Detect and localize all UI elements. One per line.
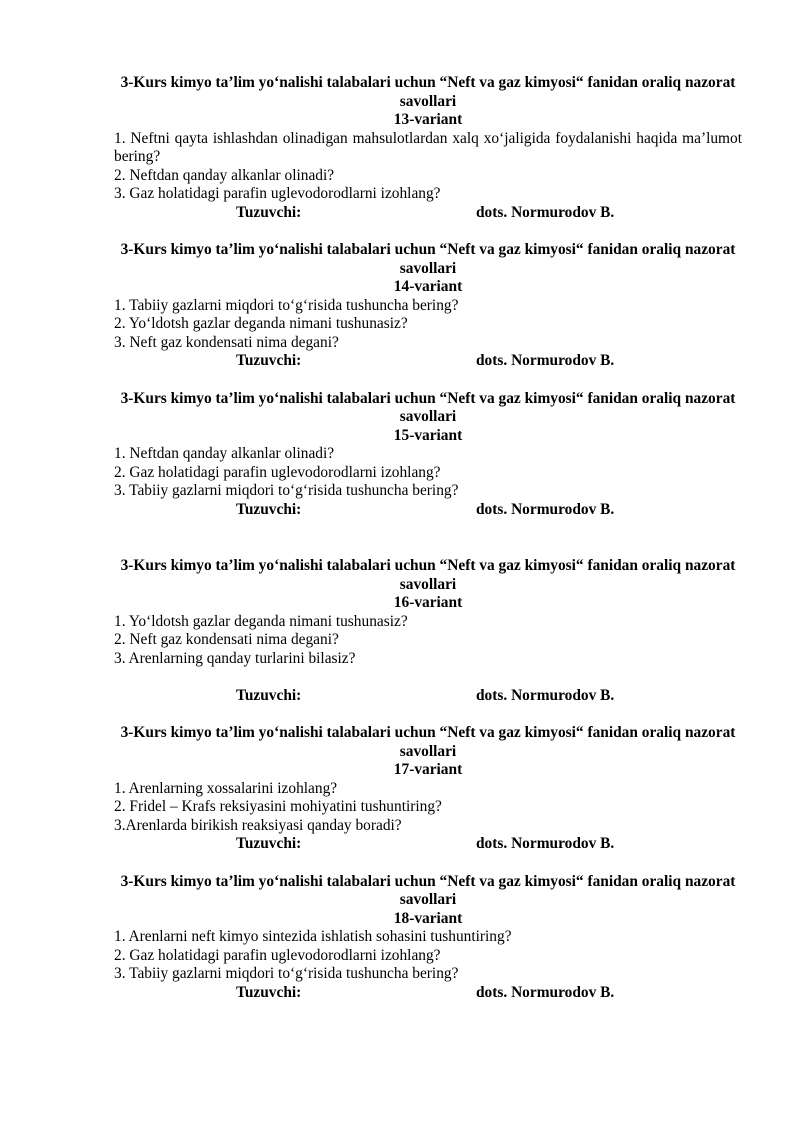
signature-label: Tuzuvchi: bbox=[236, 983, 302, 1001]
variant-block-18 bbox=[114, 873, 742, 1003]
question-item: 1. Arenlarni neft kimyo sintezida ishlatish sohasini tushuntiring? bbox=[114, 928, 512, 945]
question-item: 1. Neftdan qanday alkanlar olinadi? bbox=[114, 445, 335, 462]
question-item: 2. Gaz holatidagi parafin uglevodorodlarni izohlang? bbox=[114, 946, 441, 964]
variant-number: 17-variant bbox=[393, 761, 463, 778]
signature-name: dots. Normurodov B. bbox=[476, 500, 615, 518]
variant-block-15 bbox=[114, 390, 742, 520]
variant-number: 15-variant bbox=[393, 426, 463, 444]
signature-line bbox=[114, 501, 742, 520]
question-item: 3. Neft gaz kondensati nima degani? bbox=[114, 333, 339, 351]
signature-line bbox=[114, 687, 742, 706]
variant-number: 14-variant bbox=[393, 278, 463, 295]
block-title: 3-Kurs kimyo ta’lim yo‘nalishi talabalari uchun “Neft va gaz kimyosi“ fanidan oraliq nazorat savollari bbox=[120, 557, 736, 593]
block-title: 3-Kurs kimyo ta’lim yo‘nalishi talabalari uchun “Neft va gaz kimyosi“ fanidan oraliq nazorat savollari bbox=[120, 724, 736, 760]
question-item: 1. Yo‘ldotsh gazlar deganda nimani tushunasiz? bbox=[114, 612, 408, 630]
question-item: 2. Neft gaz kondensati nima degani? bbox=[114, 631, 339, 648]
question-item: 3. Tabiiy gazlarni miqdori to‘g‘risida tushuncha bering? bbox=[114, 965, 459, 982]
question-item: 1. Neftni qayta ishlashdan olinadigan mahsulotlardan xalq xo‘jaligida foydalanishi haqida ma’lumot bering? bbox=[114, 129, 742, 165]
signature-label: Tuzuvchi: bbox=[236, 203, 302, 221]
variant-block-13 bbox=[114, 74, 742, 222]
question-item: 3. Tabiiy gazlarni miqdori to‘g‘risida tushuncha bering? bbox=[114, 482, 459, 499]
document-page bbox=[114, 74, 742, 1002]
signature-line bbox=[114, 984, 742, 1003]
signature-line bbox=[114, 204, 742, 223]
question-item: 3. Arenlarning qanday turlarini bilasiz? bbox=[114, 649, 356, 667]
variant-number: 13-variant bbox=[393, 111, 463, 128]
signature-name: dots. Normurodov B. bbox=[476, 352, 615, 369]
signature-name: dots. Normurodov B. bbox=[476, 983, 615, 1001]
question-item: 3. Gaz holatidagi parafin uglevodorodlarni izohlang? bbox=[114, 185, 441, 202]
signature-label: Tuzuvchi: bbox=[236, 835, 302, 852]
block-title: 3-Kurs kimyo ta’lim yo‘nalishi talabalari uchun “Neft va gaz kimyosi“ fanidan oraliq nazorat savollari bbox=[120, 74, 736, 110]
question-item: 3.Arenlarda birikish reaksiyasi qanday boradi? bbox=[114, 816, 402, 834]
question-item: 2. Neftdan qanday alkanlar olinadi? bbox=[114, 166, 335, 184]
question-item: 2. Gaz holatidagi parafin uglevodorodlarni izohlang? bbox=[114, 463, 441, 481]
signature-label: Tuzuvchi: bbox=[236, 686, 302, 704]
block-title: 3-Kurs kimyo ta’lim yo‘nalishi talabalari uchun “Neft va gaz kimyosi“ fanidan oraliq nazorat savollari bbox=[120, 872, 736, 908]
variant-number: 18-variant bbox=[393, 909, 463, 927]
question-item: 1. Arenlarning xossalarini izohlang? bbox=[114, 779, 338, 797]
question-item: 2. Yo‘ldotsh gazlar deganda nimani tushunasiz? bbox=[114, 315, 408, 332]
variant-block-16 bbox=[114, 557, 742, 705]
question-item: 1. Tabiiy gazlarni miqdori to‘g‘risida tushuncha bering? bbox=[114, 296, 459, 314]
variant-block-17 bbox=[114, 724, 742, 854]
question-item: 2. Fridel – Krafs reksiyasini mohiyatini tushuntiring? bbox=[114, 798, 442, 815]
signature-label: Tuzuvchi: bbox=[236, 352, 302, 369]
signature-name: dots. Normurodov B. bbox=[476, 686, 615, 704]
signature-name: dots. Normurodov B. bbox=[476, 835, 615, 852]
signature-line bbox=[114, 352, 742, 371]
variant-number: 16-variant bbox=[393, 594, 463, 611]
signature-label: Tuzuvchi: bbox=[236, 500, 302, 518]
block-title: 3-Kurs kimyo ta’lim yo‘nalishi talabalari uchun “Neft va gaz kimyosi“ fanidan oraliq nazorat savollari bbox=[120, 241, 736, 277]
signature-line bbox=[114, 835, 742, 854]
signature-name: dots. Normurodov B. bbox=[476, 203, 615, 221]
variant-block-14 bbox=[114, 241, 742, 371]
block-title: 3-Kurs kimyo ta’lim yo‘nalishi talabalari uchun “Neft va gaz kimyosi“ fanidan oraliq nazorat savollari bbox=[120, 389, 736, 425]
